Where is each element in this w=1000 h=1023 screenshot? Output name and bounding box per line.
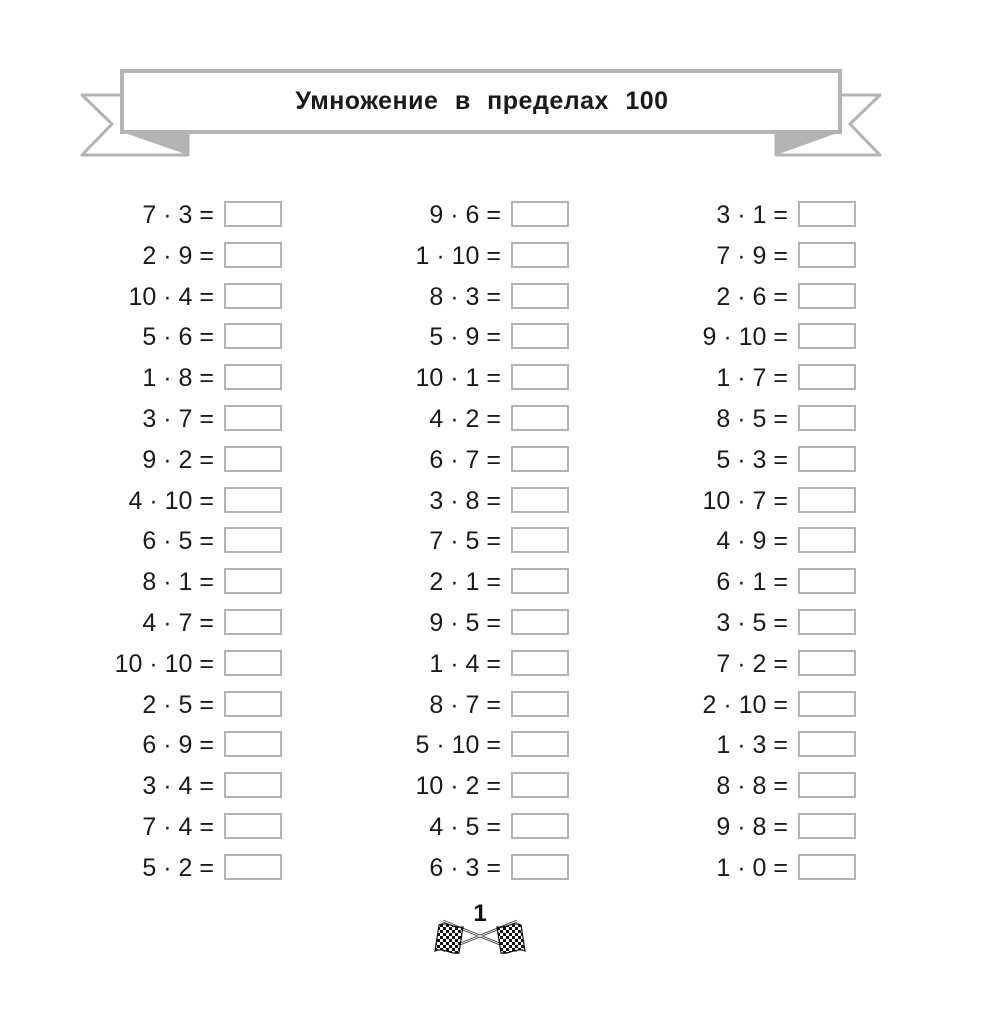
answer-box[interactable] (224, 201, 282, 227)
answer-box[interactable] (511, 691, 569, 717)
answer-box[interactable] (798, 691, 856, 717)
problem-column-2 (287, 195, 587, 889)
problem-expression: 1 · 4 = (429, 649, 501, 678)
problem-row (0, 440, 300, 481)
problem-expression: 2 · 9 = (142, 241, 214, 270)
answer-box[interactable] (224, 446, 282, 472)
problem-expression: 9 · 10 = (702, 323, 788, 352)
answer-box[interactable] (798, 650, 856, 676)
problem-expression: 10 · 7 = (702, 486, 788, 515)
problem-expression: 2 · 6 = (716, 282, 788, 311)
answer-box[interactable] (511, 731, 569, 757)
problem-row (0, 644, 300, 685)
answer-box[interactable] (511, 609, 569, 635)
problem-row (287, 685, 587, 726)
problem-expression: 9 · 8 = (716, 812, 788, 841)
problem-expression: 9 · 5 = (429, 608, 501, 637)
problem-row (0, 277, 300, 318)
problem-expression: 2 · 5 = (142, 690, 214, 719)
problem-expression: 1 · 0 = (716, 853, 788, 882)
answer-box[interactable] (798, 772, 856, 798)
problem-row (574, 562, 874, 603)
problem-expression: 10 · 2 = (415, 772, 501, 801)
answer-box[interactable] (224, 813, 282, 839)
problem-expression: 3 · 7 = (142, 404, 214, 433)
problem-row (574, 848, 874, 889)
answer-box[interactable] (511, 201, 569, 227)
problem-row (0, 562, 300, 603)
problem-expression: 3 · 5 = (716, 608, 788, 637)
problem-expression: 4 · 5 = (429, 812, 501, 841)
problem-expression: 7 · 2 = (716, 649, 788, 678)
problem-row (287, 603, 587, 644)
answer-box[interactable] (511, 568, 569, 594)
problem-row (574, 766, 874, 807)
answer-box[interactable] (224, 609, 282, 635)
answer-box[interactable] (798, 405, 856, 431)
checkered-flags-icon (425, 915, 535, 967)
problem-expression: 4 · 2 = (429, 404, 501, 433)
answer-box[interactable] (511, 854, 569, 880)
page-title: Умножение в пределах 100 (295, 86, 669, 115)
problem-expression: 7 · 3 = (142, 201, 214, 229)
answer-box[interactable] (224, 405, 282, 431)
problem-expression: 6 · 9 = (142, 731, 214, 760)
problem-expression: 3 · 8 = (429, 486, 501, 515)
problem-expression: 1 · 7 = (716, 364, 788, 393)
answer-box[interactable] (224, 854, 282, 880)
problem-expression: 6 · 1 = (716, 568, 788, 597)
answer-box[interactable] (224, 283, 282, 309)
answer-box[interactable] (511, 323, 569, 349)
problem-row (287, 399, 587, 440)
answer-box[interactable] (224, 731, 282, 757)
answer-box[interactable] (798, 446, 856, 472)
problem-expression: 5 · 6 = (142, 323, 214, 352)
problem-row (574, 685, 874, 726)
problem-expression: 5 · 3 = (716, 445, 788, 474)
problem-row (287, 236, 587, 277)
problem-row (287, 521, 587, 562)
problem-row (574, 277, 874, 318)
problem-row (574, 317, 874, 358)
problem-expression: 3 · 1 = (716, 201, 788, 229)
problem-expression: 10 · 10 = (114, 649, 214, 678)
problem-row (0, 685, 300, 726)
problem-expression: 4 · 9 = (716, 527, 788, 556)
answer-box[interactable] (798, 813, 856, 839)
answer-box[interactable] (798, 527, 856, 553)
answer-box[interactable] (224, 527, 282, 553)
problem-expression: 5 · 2 = (142, 853, 214, 882)
answer-box[interactable] (511, 364, 569, 390)
problem-expression: 8 · 5 = (716, 404, 788, 433)
problem-row (0, 848, 300, 889)
problem-expression: 3 · 4 = (142, 772, 214, 801)
problem-row (287, 807, 587, 848)
problem-expression: 8 · 7 = (429, 690, 501, 719)
problem-row (287, 317, 587, 358)
problem-expression: 1 · 3 = (716, 731, 788, 760)
problem-expression: 4 · 10 = (128, 486, 214, 515)
problem-row (574, 236, 874, 277)
problem-row (287, 481, 587, 522)
problem-row (574, 481, 874, 522)
problem-expression: 7 · 4 = (142, 812, 214, 841)
problem-column-1 (0, 195, 300, 889)
problem-row (574, 521, 874, 562)
problem-expression: 8 · 8 = (716, 772, 788, 801)
answer-box[interactable] (798, 854, 856, 880)
problem-row (574, 807, 874, 848)
problem-row (0, 236, 300, 277)
answer-box[interactable] (511, 813, 569, 839)
problem-row (574, 603, 874, 644)
answer-box[interactable] (798, 364, 856, 390)
answer-box[interactable] (224, 772, 282, 798)
problem-expression: 1 · 8 = (142, 364, 214, 393)
answer-box[interactable] (798, 568, 856, 594)
answer-box[interactable] (798, 283, 856, 309)
answer-box[interactable] (224, 364, 282, 390)
problem-row (0, 603, 300, 644)
answer-box[interactable] (224, 568, 282, 594)
problem-row (574, 725, 874, 766)
problem-expression: 5 · 10 = (415, 731, 501, 760)
problem-expression: 8 · 1 = (142, 568, 214, 597)
problem-row (287, 195, 587, 236)
answer-box[interactable] (798, 609, 856, 635)
answer-box[interactable] (798, 323, 856, 349)
problem-row (287, 766, 587, 807)
problem-expression: 6 · 3 = (429, 853, 501, 882)
problem-expression: 6 · 7 = (429, 445, 501, 474)
page-number: 1 (473, 900, 487, 927)
problem-expression: 7 · 5 = (429, 527, 501, 556)
answer-box[interactable] (224, 650, 282, 676)
problem-expression: 9 · 6 = (429, 201, 501, 229)
problem-row (287, 562, 587, 603)
problem-row (287, 277, 587, 318)
problem-expression: 8 · 3 = (429, 282, 501, 311)
answer-box[interactable] (511, 650, 569, 676)
problem-expression: 10 · 1 = (415, 364, 501, 393)
answer-box[interactable] (511, 527, 569, 553)
problem-row (0, 807, 300, 848)
problem-row (0, 766, 300, 807)
problem-row (574, 644, 874, 685)
problem-expression: 2 · 1 = (429, 568, 501, 597)
problem-row (0, 521, 300, 562)
problem-row (0, 195, 300, 236)
answer-box[interactable] (511, 487, 569, 513)
answer-box[interactable] (511, 242, 569, 268)
answer-box[interactable] (798, 731, 856, 757)
problem-expression: 2 · 10 = (702, 690, 788, 719)
problem-row (0, 317, 300, 358)
problem-row (287, 440, 587, 481)
problem-row (287, 725, 587, 766)
problem-row (0, 399, 300, 440)
answer-box[interactable] (798, 242, 856, 268)
problem-row (574, 358, 874, 399)
problem-expression: 4 · 7 = (142, 608, 214, 637)
problem-row (574, 440, 874, 481)
answer-box[interactable] (224, 691, 282, 717)
answer-box[interactable] (511, 772, 569, 798)
answer-box[interactable] (511, 283, 569, 309)
problem-expression: 6 · 5 = (142, 527, 214, 556)
answer-box[interactable] (511, 446, 569, 472)
answer-box[interactable] (224, 242, 282, 268)
problem-row (0, 358, 300, 399)
problem-row (0, 481, 300, 522)
answer-box[interactable] (224, 487, 282, 513)
answer-box[interactable] (798, 487, 856, 513)
problem-row (287, 358, 587, 399)
problem-column-3 (574, 195, 874, 889)
problem-row (287, 848, 587, 889)
problem-expression: 1 · 10 = (415, 241, 501, 270)
problem-row (574, 195, 874, 236)
problem-expression: 7 · 9 = (716, 241, 788, 270)
problem-row (574, 399, 874, 440)
problem-expression: 9 · 2 = (142, 445, 214, 474)
answer-box[interactable] (798, 201, 856, 227)
problem-row (287, 644, 587, 685)
problem-row (0, 725, 300, 766)
answer-box[interactable] (511, 405, 569, 431)
answer-box[interactable] (224, 323, 282, 349)
problem-expression: 5 · 9 = (429, 323, 501, 352)
problem-expression: 10 · 4 = (128, 282, 214, 311)
